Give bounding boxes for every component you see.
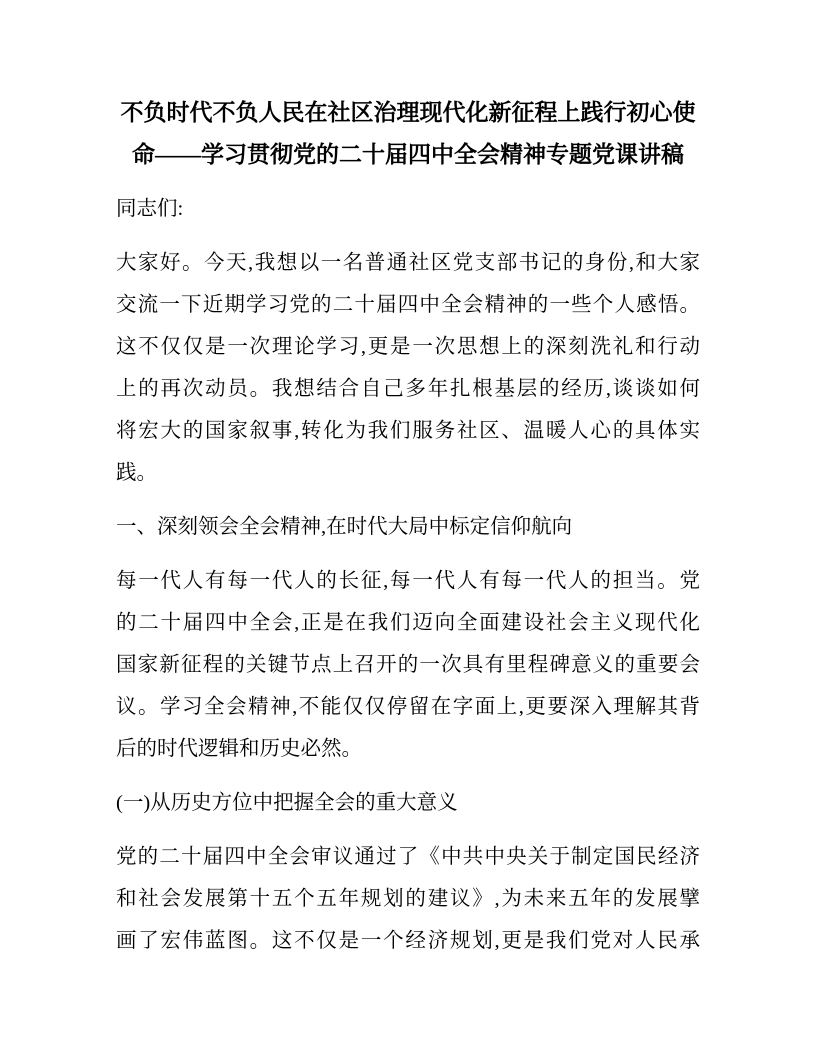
title-line: 命——学习贯彻党的二十届四中全会精神专题党课讲稿: [132, 142, 684, 167]
heading-text: 一、深刻领会全会精神,在时代大局中标定信仰航向: [116, 516, 573, 538]
text-line: 交流一下近期学习党的二十届四中全会精神的一些个人感悟。: [116, 294, 700, 316]
body-paragraph-intro: [116, 242, 700, 494]
text-line: 画了宏伟蓝图。这不仅是一个经济规划,更是我们党对人民承: [116, 930, 700, 952]
text-line: 将宏大的国家叙事,转化为我们服务社区、温暖人心的具体实: [116, 420, 700, 442]
section-heading-1-1: [116, 782, 700, 824]
body-paragraph-subsection: [116, 836, 700, 962]
document-title: [116, 92, 700, 176]
section-heading-1: [116, 506, 700, 548]
heading-text: (一)从历史方位中把握全会的重大意义: [116, 792, 458, 814]
title-line: 不负时代不负人民在社区治理现代化新征程上践行初心使: [120, 100, 696, 125]
text-line: 这不仅仅是一次理论学习,更是一次思想上的深刻洗礼和行动: [116, 336, 700, 358]
text-line: 上的再次动员。我想结合自己多年扎根基层的经历,谈谈如何: [116, 378, 700, 400]
text-line: 国家新征程的关键节点上召开的一次具有里程碑意义的重要会: [116, 654, 700, 676]
text-line: 大家好。今天,我想以一名普通社区党支部书记的身份,和大家: [116, 252, 700, 274]
body-paragraph-section1: [116, 560, 700, 770]
text-line: 议。学习全会精神,不能仅仅停留在字面上,更要深入理解其背: [116, 696, 700, 718]
text-line: 每一代人有每一代人的长征,每一代人有每一代人的担当。党: [116, 570, 700, 592]
text-line: 后的时代逻辑和历史必然。: [116, 738, 362, 760]
salutation-paragraph: [116, 188, 700, 230]
text-line: 的二十届四中全会,正是在我们迈向全面建设社会主义现代化: [116, 612, 700, 634]
text-line: 和社会发展第十五个五年规划的建议》,为未来五年的发展擘: [116, 888, 700, 910]
text-line: 践。: [116, 462, 157, 484]
salutation-text: 同志们:: [116, 198, 184, 220]
text-line: 党的二十届四中全会审议通过了《中共中央关于制定国民经济: [116, 846, 700, 868]
